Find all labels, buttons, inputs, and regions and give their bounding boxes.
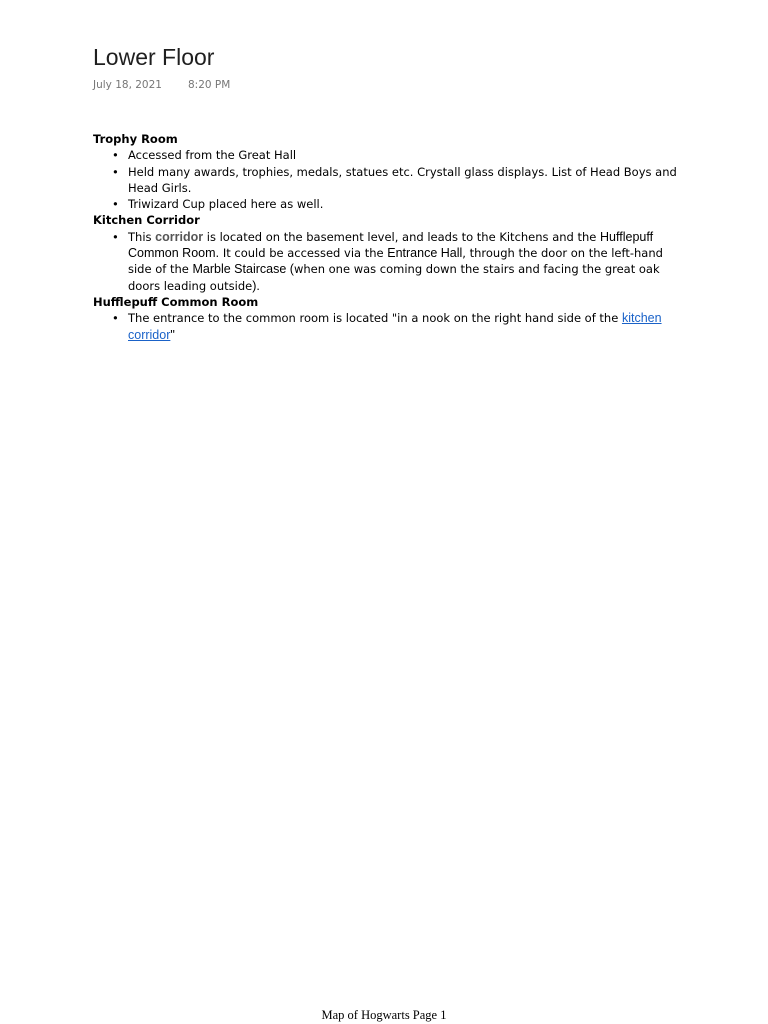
list-item: • Triwizard Cup placed here as well.	[112, 197, 324, 212]
bullet-icon: •	[112, 311, 119, 326]
bullet-icon: •	[112, 197, 119, 212]
bullet-icon: •	[112, 229, 119, 244]
page-date: July 18, 2021	[93, 79, 162, 91]
page-title: Lower Floor	[93, 44, 215, 70]
page-content	[93, 131, 683, 343]
list-item: • This corridor is located on the basement level, and leads to the Kitchens and the Hufflepuff Common Room. It could be accessed via the Entrance Hall, through the door on the left-hand side of the Marble Staircase (when one was coming down the stairs and facing the great oak doors leading outside).	[112, 229, 663, 293]
bullet-icon: •	[112, 164, 119, 179]
section-heading-trophy-room: Trophy Room	[93, 132, 178, 146]
kitchen-corridor-link[interactable]: kitchen corridor	[128, 311, 662, 342]
kitchen-corridor-list	[93, 229, 683, 294]
section-heading-hufflepuff-common-room: Hufflepuff Common Room	[93, 294, 259, 309]
page-timestamp	[93, 79, 230, 91]
page-time: 8:20 PM	[187, 79, 231, 91]
bullet-icon: •	[112, 148, 119, 163]
section-heading-kitchen-corridor: Kitchen Corridor	[93, 213, 200, 228]
page-footer: Map of Hogwarts Page 1	[321, 1008, 447, 1022]
highlight-corridor: corridor	[155, 229, 204, 244]
hufflepuff-common-room-list	[93, 310, 683, 343]
list-item: • Held many awards, trophies, medals, statues etc. Crystall glass displays. List of Head Boys and Head Girls.	[112, 164, 677, 195]
list-item: • Accessed from the Great Hall	[112, 148, 297, 163]
list-item: • The entrance to the common room is located "in a nook on the right hand side of the kitchen corridor"	[112, 311, 662, 342]
trophy-room-list	[93, 147, 683, 212]
